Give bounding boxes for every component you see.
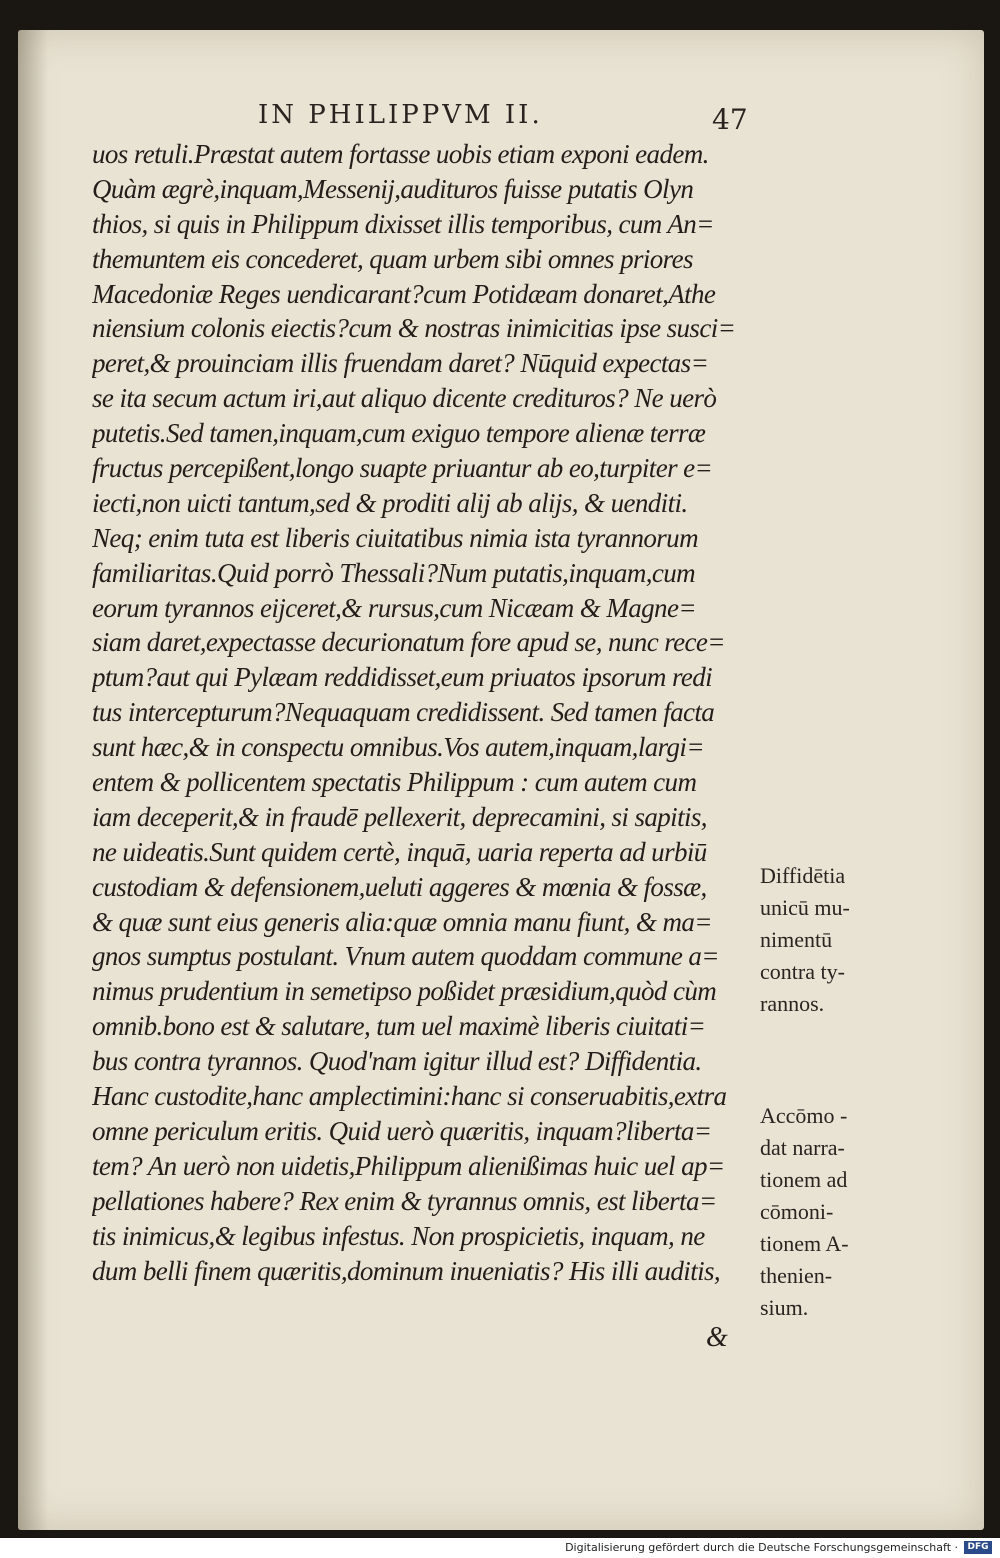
text-line: niensium colonis eiectis?cum & nostras inimicitias ipse susci= <box>92 313 736 344</box>
marginal-line: sium. <box>760 1295 809 1320</box>
body-text <box>92 137 752 1288</box>
marginal-line: Accōmo - <box>760 1103 848 1128</box>
text-line: tis inimicus,& legibus infestus. Non prospicietis, inquam, ne <box>92 1220 705 1251</box>
text-line: Neq; enim tuta est liberis ciuitatibus nimia ista tyrannorum <box>92 522 698 553</box>
marginal-note-accomodat <box>760 1100 849 1324</box>
text-line: themuntem eis concederet, quam urbem sibi omnes priores <box>92 243 693 274</box>
text-line: putetis.Sed tamen,inquam,cum exiguo tempore alienæ terræ <box>92 418 706 449</box>
text-line: Hanc custodite,hanc amplectimini:hanc si conseruabitis,extra <box>92 1081 727 1112</box>
text-line: eorum tyrannos eijceret,& rursus,cum Nicæam & Magne= <box>92 592 696 623</box>
text-line: uos retuli.Præstat autem fortasse uobis etiam exponi eadem. <box>92 139 709 169</box>
marginal-line: unicū mu- <box>760 895 850 920</box>
text-line: tem? An uerò non uidetis,Philippum alienißimas huic uel ap= <box>92 1150 725 1181</box>
marginal-line: rannos. <box>760 991 825 1016</box>
text-line: nimus prudentium in semetipso poßidet præsidium,quòd cùm <box>92 976 717 1007</box>
text-line: ptum?aut qui Pylæam reddidisset,eum priuatos ipsorum redi <box>92 662 713 693</box>
text-line: Quàm ægrè,inquam,Messenij,audituros fuisse putatis Olyn <box>92 173 694 204</box>
text-line: entem & pollicentem spectatis Philippum : cum autem cum <box>92 767 697 798</box>
marginal-line: cōmoni- <box>760 1199 834 1224</box>
page-number: 47 <box>712 103 748 136</box>
marginal-line: thenien- <box>760 1263 833 1288</box>
marginal-line: Diffidētia <box>760 863 846 888</box>
text-line: tus intercepturum?Nequaquam credidissent. Sed tamen facta <box>92 697 715 728</box>
text-line: omnib.bono est & salutare, tum uel maximè liberis ciuitati= <box>92 1011 706 1042</box>
text-line: dum belli finem quæritis,dominum inueniatis? His illi auditis, <box>92 1255 721 1286</box>
text-line: sunt hæc,& in conspectu omnibus.Vos autem,inquam,largi= <box>92 732 704 763</box>
text-line: custodiam & defensionem,ueluti aggeres & mœnia & fossæ, <box>92 871 707 902</box>
marginal-line: nimentū <box>760 927 833 952</box>
footer-credit: Digitalisierung gefördert durch die Deutsche Forschungsgemeinschaft · <box>565 1541 958 1554</box>
marginal-line: contra ty- <box>760 959 845 984</box>
text-line: iecti,non uicti tantum,sed & proditi alij ab alijs, & uenditi. <box>92 487 688 518</box>
text-line: ne uideatis.Sunt quidem certè, inquā, uaria reperta ad urbiū <box>92 836 707 867</box>
marginal-line: tionem ad <box>760 1167 848 1192</box>
marginal-line: dat narra- <box>760 1135 845 1160</box>
text-line: pellationes habere? Rex enim & tyrannus omnis, est liberta= <box>92 1185 717 1216</box>
catchword: & <box>706 1322 728 1353</box>
text-line: se ita secum actum iri,aut aliquo dicente credituros? Ne uerò <box>92 383 717 414</box>
text-line: peret,& prouinciam illis fruendam daret? Nūquid expectas= <box>92 348 709 379</box>
text-line: & quæ sunt eius generis alia:quæ omnia manu fiunt, & ma= <box>92 906 712 937</box>
text-line: thios, si quis in Philippum dixisset illis temporibus, cum An= <box>92 208 714 239</box>
marginal-line: tionem A- <box>760 1231 849 1256</box>
dfg-logo: DFG <box>964 1541 992 1554</box>
text-line: bus contra tyrannos. Quod'nam igitur illud est? Diffidentia. <box>92 1046 702 1077</box>
text-line: siam daret,expectasse decurionatum fore apud se, nunc rece= <box>92 627 725 658</box>
text-line: fructus percepißent,longo suapte priuantur ab eo,turpiter e= <box>92 453 713 484</box>
text-line: gnos sumptus postulant. Vnum autem quoddam commune a= <box>92 941 719 972</box>
running-head: IN PHILIPPVM II. <box>258 100 543 130</box>
text-line: familiaritas.Quid porrò Thessali?Num putatis,inquam,cum <box>92 557 696 588</box>
marginal-note-diffidentia <box>760 860 850 1020</box>
text-line: iam deceperit,& in fraudē pellexerit, deprecamini, si sapitis, <box>92 801 707 832</box>
text-line: Macedoniæ Reges uendicarant?cum Potidæam donaret,Athe <box>92 278 716 309</box>
text-line: omne periculum eritis. Quid uerò quæritis, inquam?liberta= <box>92 1115 712 1146</box>
